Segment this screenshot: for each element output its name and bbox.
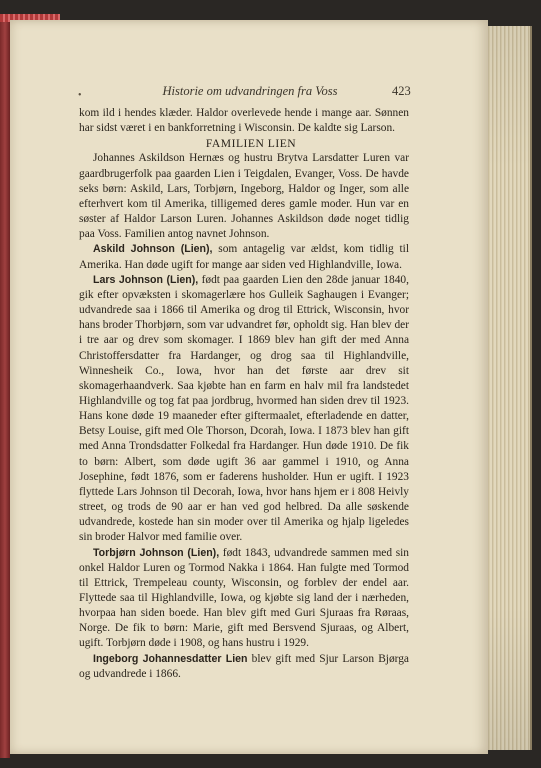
entry-paragraph — [79, 273, 409, 546]
section-heading: FAMILIEN LIEN — [205, 137, 297, 151]
entry-text: som antagelig var ældst, kom tidlig til Amerika. Han døde ugift for mange aar siden ved Highlandville, Iowa. — [79, 243, 409, 271]
running-title: Historie om udvandringen fra Voss — [162, 84, 338, 98]
entry-text: blev gift med Sjur Larson Bjørga og udvandrede i 1866. — [79, 652, 409, 680]
page-number: 423 — [392, 84, 411, 98]
intro-paragraph: Johannes Askildson Hernæs og hustru Brytva Larsdatter Luren var gaardbrugerfolk paa gaarden Lien i Teigdalen, Evanger, Voss. De havde seks børn: Askild, Lars, Torbjørn, Ingeborg, Haldor og Inger, som alle efterhvert kom til Amerika, tilligemed deres gamle moder. Hun var en søster af Haldor Larson Luren. Johannes Askildson døde noget tidlig paa Voss. Familien antog navnet Johnson. — [79, 152, 409, 241]
person-name: Ingeborg Johannesdatter Lien — [93, 652, 248, 665]
opening-paragraph: kom ild i hendes klæder. Haldor overlevede hende i mange aar. Sønnen har sidst været i en bankforretning i Wisconsin. De kaldte sig Larson. — [79, 107, 409, 135]
entry-paragraph — [79, 242, 409, 272]
body-text — [79, 106, 409, 682]
entry-text: født paa gaarden Lien den 28de januar 1840, gik efter opvæksten i skomagerlære hos Gulleik Saghaugen i Evanger; udvandrede saa i 1866 til Amerika og drog til Ettrick, Wisconsin, hvor hans broder Thorbjørn, som var udvandret før, opholdt sig. Han blev der i tre aar og drev som skomager. I 1869 blev han gift der med Anna Christoffersdatter fra Hardanger, og drog saa til Highlandville, Winnesheik Co., Iowa, hvor han det første aar drev sit skomagerhaandverk. Saa kjøbte han en farm en halv mil fra landstedet Highlandville og tog fat paa jordbrug, hvormed han siden drev til 1923. Hans kone døde 19 maaneder efter giftermaalet, efterladende en datter, Betsy Louise, gift med Ole Thorson, Dcorah, Iowa. I 1873 blev han gift med Anna Trondsdatter Folkedal fra Hardanger. Hun døde 1910. De fik to børn: Albert, som døde ugift 36 aar gammel i 1910, og Anna Josephine, født 1876, som er faderens husholder. Hun er ugift. I 1923 flyttede Lars Johnson til Decorah, Iowa, hvor hans hjem er i 808 Heivly street, og trods de 90 aar er han ved god helbred. Da alle søskende udvandrede, kostede han sin moder over til Amerika og hjalp ligeledes sin broder Halvor med familie over. — [79, 273, 409, 544]
book-cover-edge — [0, 18, 10, 758]
page-edges — [486, 26, 532, 750]
entry-text: født 1843, udvandrede sammen med sin onkel Haldor Luren og Tormod Nakka i 1864. Han fulgte med Tormod til Ettrick, Trempeleau county, Wisconsin, og forblev der endel aar. Flyttede saa til Highlandville, Iowa, og kjøbte sig land der i nærheden, hvorpaa han siden boede. Han blev gift med Guri Sjuraas fra Røraas, Norge. De fik to børn: Marie, gift med Bersvend Sjuraas, og Albert, ugift. Torbjørn døde i 1908, og hans hustru i 1929. — [79, 546, 409, 650]
person-name: Askild Johnson (Lien), — [93, 243, 213, 256]
entry-paragraph — [79, 652, 409, 682]
person-name: Lars Johnson (Lien), — [93, 273, 199, 286]
entry-paragraph — [79, 546, 409, 652]
page-mark: • — [78, 90, 82, 101]
person-name: Torbjørn Johnson (Lien), — [93, 546, 220, 559]
